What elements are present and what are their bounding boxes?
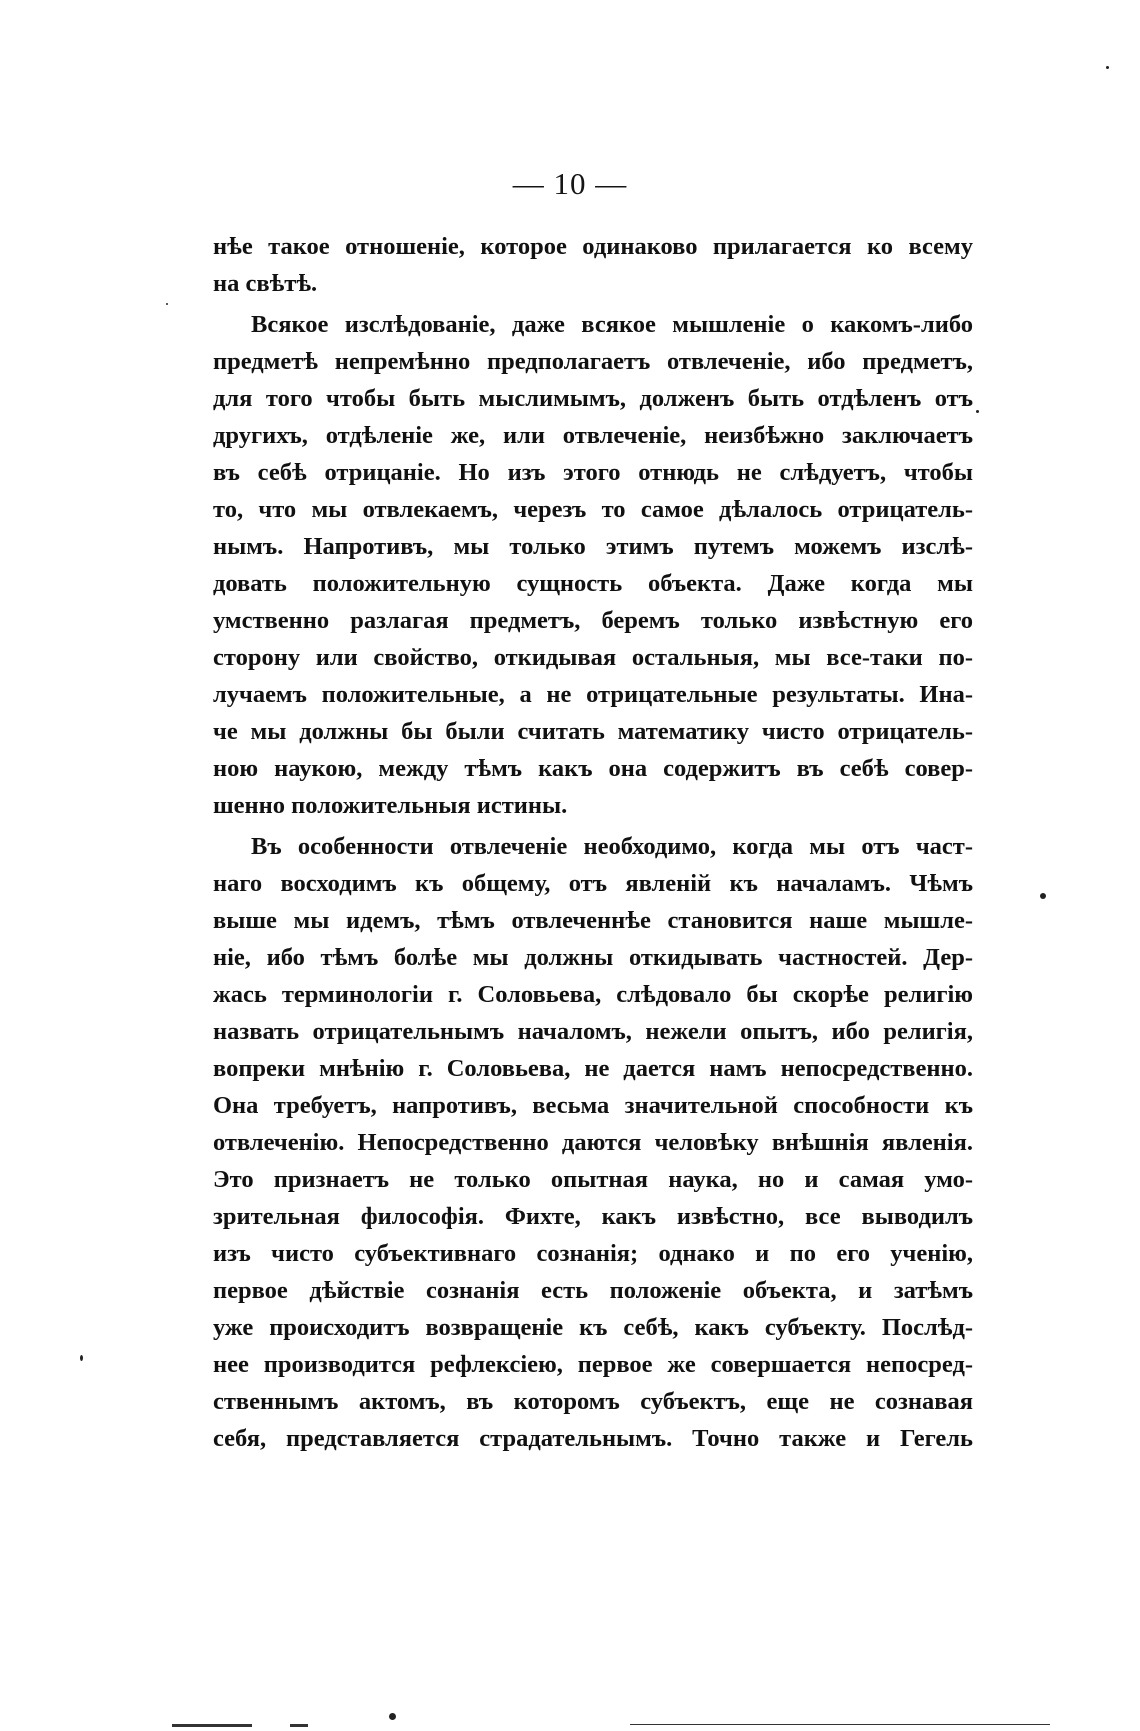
- text-line: отвлеченію. Непосредственно даются человѣку внѣшнія явленія.: [213, 1129, 973, 1156]
- text-line: зрительная философія. Фихте, какъ извѣстно, все выводилъ: [213, 1203, 973, 1230]
- text-line: для того чтобы быть мыслимымъ, долженъ быть отдѣленъ отъ: [213, 385, 973, 412]
- text-line: нее производится рефлексіею, первое же совершается непосред-: [213, 1351, 973, 1378]
- text-line: нѣе такое отношеніе, которое одинаково прилагается ко всему: [213, 233, 973, 260]
- text-line: себя, представляется страдательнымъ. Точно также и Гегель: [213, 1425, 973, 1452]
- text-line: наго восходимъ къ общему, отъ явленій къ началамъ. Чѣмъ: [213, 870, 973, 897]
- page-number: — 10 —: [512, 166, 628, 201]
- text-line: Всякое изслѣдованіе, даже всякое мышленіе о какомъ-либо: [251, 311, 973, 338]
- text-line: Это признаетъ не только опытная наука, но и самая умо-: [213, 1166, 973, 1193]
- text-line: выше мы идемъ, тѣмъ отвлеченнѣе становится наше мышле-: [213, 907, 973, 934]
- paragraph-3: [213, 828, 973, 1457]
- text-line: нымъ. Напротивъ, мы только этимъ путемъ можемъ изслѣ-: [213, 533, 973, 560]
- text-line: ною наукою, между тѣмъ какъ она содержитъ въ себѣ совер-: [213, 755, 973, 782]
- text-line: изъ чисто субъективнаго сознанія; однако и по его ученію,: [213, 1240, 973, 1267]
- scan-speck: [166, 303, 168, 305]
- scan-speck: [80, 1355, 83, 1361]
- text-line: Она требуетъ, напротивъ, весьма значительной способности къ: [213, 1092, 973, 1119]
- text-line: въ себѣ отрицаніе. Но изъ этого отнюдь не слѣдуетъ, чтобы: [213, 459, 973, 486]
- text-line: Въ особенности отвлеченіе необходимо, когда мы отъ част-: [251, 833, 973, 860]
- text-line: вопреки мнѣнію г. Соловьева, не дается намъ непосредственно.: [213, 1055, 973, 1082]
- text-line: ственнымъ актомъ, въ которомъ субъектъ, еще не сознавая: [213, 1388, 973, 1415]
- scan-edge-marks: [160, 1722, 1060, 1728]
- text-line: умственно разлагая предметъ, беремъ только извѣстную его: [213, 607, 973, 634]
- scan-mark: [172, 1724, 252, 1727]
- text-line: предметѣ непремѣнно предполагаетъ отвлеченіе, ибо предметъ,: [213, 348, 973, 375]
- scan-speck: [389, 1713, 396, 1720]
- text-line: назвать отрицательнымъ началомъ, нежели опытъ, ибо религія,: [213, 1018, 973, 1045]
- paragraph-2: [213, 306, 973, 824]
- text-line: первое дѣйствіе сознанія есть положеніе объекта, и затѣмъ: [213, 1277, 973, 1304]
- scan-speck: [976, 410, 979, 413]
- text-line: че мы должны бы были считать математику чисто отрицатель-: [213, 718, 973, 745]
- text-line: ніе, ибо тѣмъ болѣе мы должны откидывать частностей. Дер-: [213, 944, 973, 971]
- paragraph-1: [213, 228, 973, 302]
- text-line: жась терминологіи г. Соловьева, слѣдовало бы скорѣе религію: [213, 981, 973, 1008]
- text-line: другихъ, отдѣленіе же, или отвлеченіе, неизбѣжно заключаетъ: [213, 422, 973, 449]
- scan-speck: [1106, 66, 1109, 69]
- scan-speck: [1040, 893, 1046, 899]
- text-line: сторону или свойство, откидывая остальныя, мы все-таки по-: [213, 644, 973, 671]
- body-text: [213, 228, 973, 1457]
- text-line: то, что мы отвлекаемъ, черезъ то самое дѣлалось отрицатель-: [213, 496, 973, 523]
- text-line: шенно положительныя истины.: [213, 792, 568, 819]
- text-line: довать положительную сущность объекта. Даже когда мы: [213, 570, 973, 597]
- text-line: лучаемъ положительные, а не отрицательные результаты. Ина-: [213, 681, 973, 708]
- text-line: уже происходитъ возвращеніе къ себѣ, какъ субъекту. Послѣд-: [213, 1314, 973, 1341]
- scan-mark: [290, 1724, 308, 1727]
- text-line: на свѣтѣ.: [213, 270, 318, 297]
- scan-mark: [630, 1724, 1050, 1725]
